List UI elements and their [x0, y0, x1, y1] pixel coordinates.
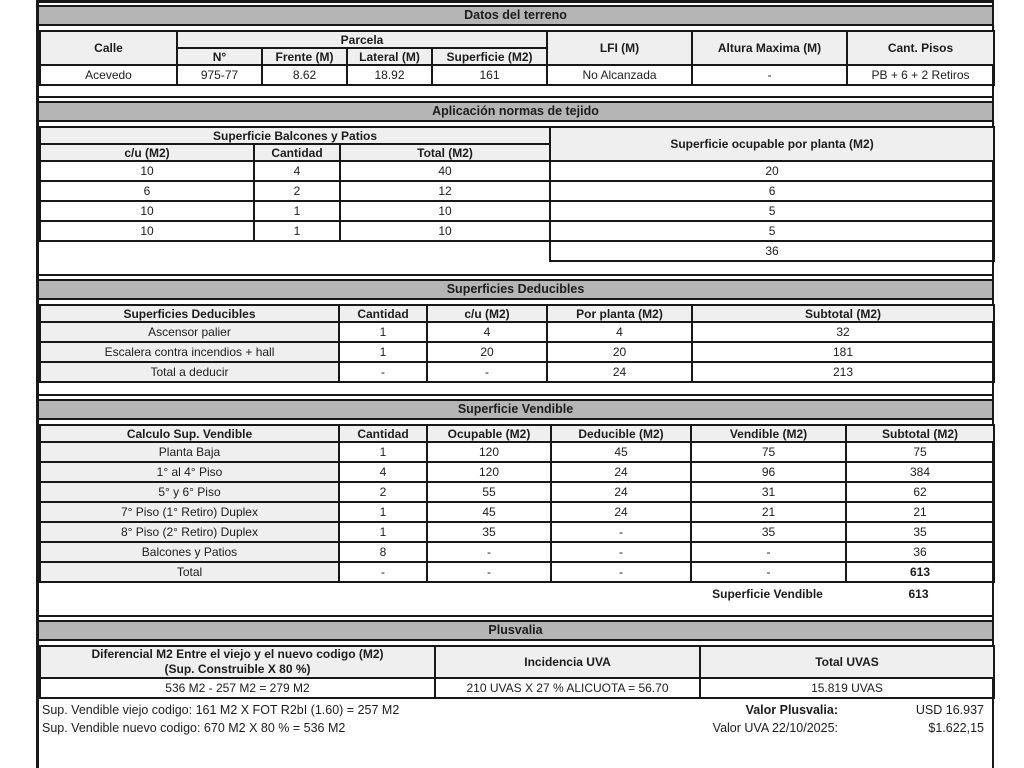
table-cell: 10 [40, 161, 254, 181]
row-label: Escalera contra incendios + hall [40, 342, 339, 362]
table-cell: 2 [339, 482, 427, 502]
col-header-numero: N° [177, 48, 262, 65]
section-title-plusvalia: Plusvalia [39, 620, 992, 641]
table-cell: Acevedo [40, 65, 177, 85]
table-cell: 1 [339, 522, 427, 542]
col-header-total: Total (M2) [340, 144, 550, 161]
section-title-normas-tejido: Aplicación normas de tejido [39, 101, 992, 122]
table-cell: 4 [339, 462, 427, 482]
row-label: 1° al 4° Piso [40, 462, 339, 482]
col-header-frente: Frente (M) [262, 48, 347, 65]
table-cell: 36 [846, 542, 994, 562]
table-cell: 24 [551, 462, 691, 482]
terreno-data-row [40, 65, 994, 85]
vendible-row [40, 542, 994, 562]
table-cell: 40 [340, 161, 550, 181]
table-cell: 96 [691, 462, 846, 482]
table-cell: 35 [691, 522, 846, 542]
table-cell: 24 [551, 482, 691, 502]
table-cell: 32 [692, 322, 994, 342]
table-cell: 1 [339, 442, 427, 462]
col-header-incidencia-uva: Incidencia UVA [435, 646, 700, 678]
table-cell: 8.62 [262, 65, 347, 85]
footer-notes [39, 699, 992, 737]
table-cell: 1 [339, 502, 427, 522]
col-header-cantidad: Cantidad [339, 305, 427, 322]
table-cell: 4 [427, 322, 547, 342]
table-cell: 45 [427, 502, 551, 522]
table-cell: 2 [254, 181, 340, 201]
vendible-total-row [40, 562, 994, 582]
table-cell: 75 [846, 442, 994, 462]
row-label: Planta Baja [40, 442, 339, 462]
blank-row [39, 383, 992, 396]
table-cell: 120 [427, 462, 551, 482]
tejido-row [40, 161, 994, 181]
valor-plusvalia-value: USD 16.937 [915, 703, 984, 717]
table-cell: 5 [550, 221, 994, 241]
total-vendible-cell: 613 [846, 562, 994, 582]
table-cell: 1 [254, 221, 340, 241]
plusvalia-table [39, 645, 995, 699]
col-header-cantidad: Cantidad [339, 425, 427, 442]
table-cell: 18.92 [347, 65, 432, 85]
table-cell: - [691, 542, 846, 562]
table-cell: 36 [550, 241, 994, 261]
table-cell: PB + 6 + 2 Retiros [847, 65, 994, 85]
table-cell: 21 [846, 502, 994, 522]
col-header-cu: c/u (M2) [427, 305, 547, 322]
tejido-row [40, 201, 994, 221]
col-header-parcela: Parcela [177, 31, 547, 48]
row-label: 5° y 6° Piso [40, 482, 339, 502]
col-header-total-uvas: Total UVAS [700, 646, 994, 678]
table-cell: 10 [340, 221, 550, 241]
col-header-vendible: Vendible (M2) [691, 425, 846, 442]
col-header-calculo: Calculo Sup. Vendible [40, 425, 339, 442]
col-header-deducibles: Superficies Deducibles [40, 305, 339, 322]
blank-row [39, 262, 992, 276]
table-cell: - [427, 542, 551, 562]
vendible-table [39, 424, 995, 583]
tejido-row [40, 181, 994, 201]
col-header-subtotal: Subtotal (M2) [846, 425, 994, 442]
col-header-lateral: Lateral (M) [347, 48, 432, 65]
diferencial-line1: Diferencial M2 Entre el viejo y el nuevo codigo (M2) [91, 647, 384, 661]
terreno-table [39, 30, 995, 86]
table-cell: 210 UVAS X 27 % ALICUOTA = 56.70 [435, 678, 700, 698]
table-cell: 120 [427, 442, 551, 462]
col-header-superficie: Superficie (M2) [432, 48, 547, 65]
deducibles-row [40, 342, 994, 362]
table-cell: 31 [691, 482, 846, 502]
table-cell: - [691, 562, 846, 582]
deducibles-table [39, 304, 995, 383]
section-title-superficie-vendible: Superficie Vendible [39, 399, 992, 420]
table-cell: - [551, 522, 691, 542]
col-header-por-planta: Por planta (M2) [547, 305, 692, 322]
valor-uva-label: Valor UVA 22/10/2025: [712, 721, 838, 735]
section-title-superficies-deducibles: Superficies Deducibles [39, 279, 992, 300]
table-cell: 12 [340, 181, 550, 201]
sup-vendible-nuevo-codigo: Sup. Vendible nuevo codigo: 670 M2 X 80 % = 536 M2 [42, 721, 346, 735]
diferencial-line2: (Sup. Construible X 80 %) [164, 662, 311, 676]
table-cell: 8 [339, 542, 427, 562]
table-cell: - [692, 65, 847, 85]
plusvalia-data-row [40, 678, 994, 698]
table-cell: - [339, 362, 427, 382]
table-cell: 24 [551, 502, 691, 522]
table-cell: 21 [691, 502, 846, 522]
tejido-table [39, 126, 995, 262]
col-header-cu: c/u (M2) [40, 144, 254, 161]
table-cell: 6 [40, 181, 254, 201]
table-cell: 181 [692, 342, 994, 362]
table-cell: 4 [547, 322, 692, 342]
valor-plusvalia-label: Valor Plusvalia: [745, 703, 838, 717]
table-cell: 15.819 UVAS [700, 678, 994, 698]
col-header-ocupable-planta: Superficie ocupable por planta (M2) [550, 127, 994, 161]
table-cell: 213 [692, 362, 994, 382]
section-title-datos-terreno: Datos del terreno [39, 5, 992, 26]
table-cell: - [339, 562, 427, 582]
table-cell: 10 [40, 201, 254, 221]
col-header-altura-maxima: Altura Maxima (M) [692, 31, 847, 65]
table-cell: 6 [550, 181, 994, 201]
tejido-row [40, 221, 994, 241]
col-header-cant-pisos: Cant. Pisos [847, 31, 994, 65]
deducibles-row [40, 322, 994, 342]
table-cell: - [551, 562, 691, 582]
table-cell: - [427, 362, 547, 382]
table-cell: 384 [846, 462, 994, 482]
table-cell: 1 [339, 322, 427, 342]
table-cell: 62 [846, 482, 994, 502]
footer-row [39, 719, 992, 737]
vendible-row [40, 482, 994, 502]
table-cell: No Alcanzada [547, 65, 692, 85]
table-cell: 20 [427, 342, 547, 362]
table-cell: 1 [339, 342, 427, 362]
vendible-row [40, 502, 994, 522]
valor-uva-value: $1.622,15 [928, 721, 984, 735]
row-label: Balcones y Patios [40, 542, 339, 562]
table-cell: 1 [254, 201, 340, 221]
col-header-deducible: Deducible (M2) [551, 425, 691, 442]
col-header-subtotal: Subtotal (M2) [692, 305, 994, 322]
vendible-row [40, 442, 994, 462]
row-label: Total [40, 562, 339, 582]
deducibles-row [40, 362, 994, 382]
sup-vendible-viejo-codigo: Sup. Vendible viejo codigo: 161 M2 X FOT R2bI (1.60) = 257 M2 [42, 703, 400, 717]
col-header-ocupable: Ocupable (M2) [427, 425, 551, 442]
col-header-calle: Calle [40, 31, 177, 65]
row-label: Ascensor palier [40, 322, 339, 342]
table-cell: 975-77 [177, 65, 262, 85]
table-cell: 20 [547, 342, 692, 362]
vendible-summary-row [39, 583, 992, 605]
table-cell: - [427, 562, 551, 582]
table-cell: 35 [846, 522, 994, 542]
vendible-summary-label: Superficie Vendible [712, 587, 823, 601]
tejido-total-row [40, 241, 994, 261]
blank-row [39, 605, 992, 617]
row-label: 7° Piso (1° Retiro) Duplex [40, 502, 339, 522]
table-cell: 10 [40, 221, 254, 241]
empty-cell [40, 241, 550, 261]
row-label: Total a deducir [40, 362, 339, 382]
table-cell: 161 [432, 65, 547, 85]
table-cell: 536 M2 - 257 M2 = 279 M2 [40, 678, 435, 698]
col-header-balcones-patios: Superficie Balcones y Patios [40, 127, 550, 144]
vendible-row [40, 522, 994, 542]
table-cell: 75 [691, 442, 846, 462]
table-cell: 10 [340, 201, 550, 221]
table-cell: 45 [551, 442, 691, 462]
col-header-diferencial [40, 646, 435, 678]
table-cell: 5 [550, 201, 994, 221]
col-header-cantidad: Cantidad [254, 144, 340, 161]
vendible-row [40, 462, 994, 482]
col-header-lfi: LFI (M) [547, 31, 692, 65]
table-cell: - [551, 542, 691, 562]
table-cell: 24 [547, 362, 692, 382]
vendible-summary-value: 613 [908, 587, 929, 601]
blank-row [39, 86, 992, 98]
row-label: 8° Piso (2° Retiro) Duplex [40, 522, 339, 542]
spreadsheet-page [36, 0, 994, 768]
table-cell: 4 [254, 161, 340, 181]
table-cell: 20 [550, 161, 994, 181]
footer-row [39, 701, 992, 719]
table-cell: 55 [427, 482, 551, 502]
table-cell: 35 [427, 522, 551, 542]
